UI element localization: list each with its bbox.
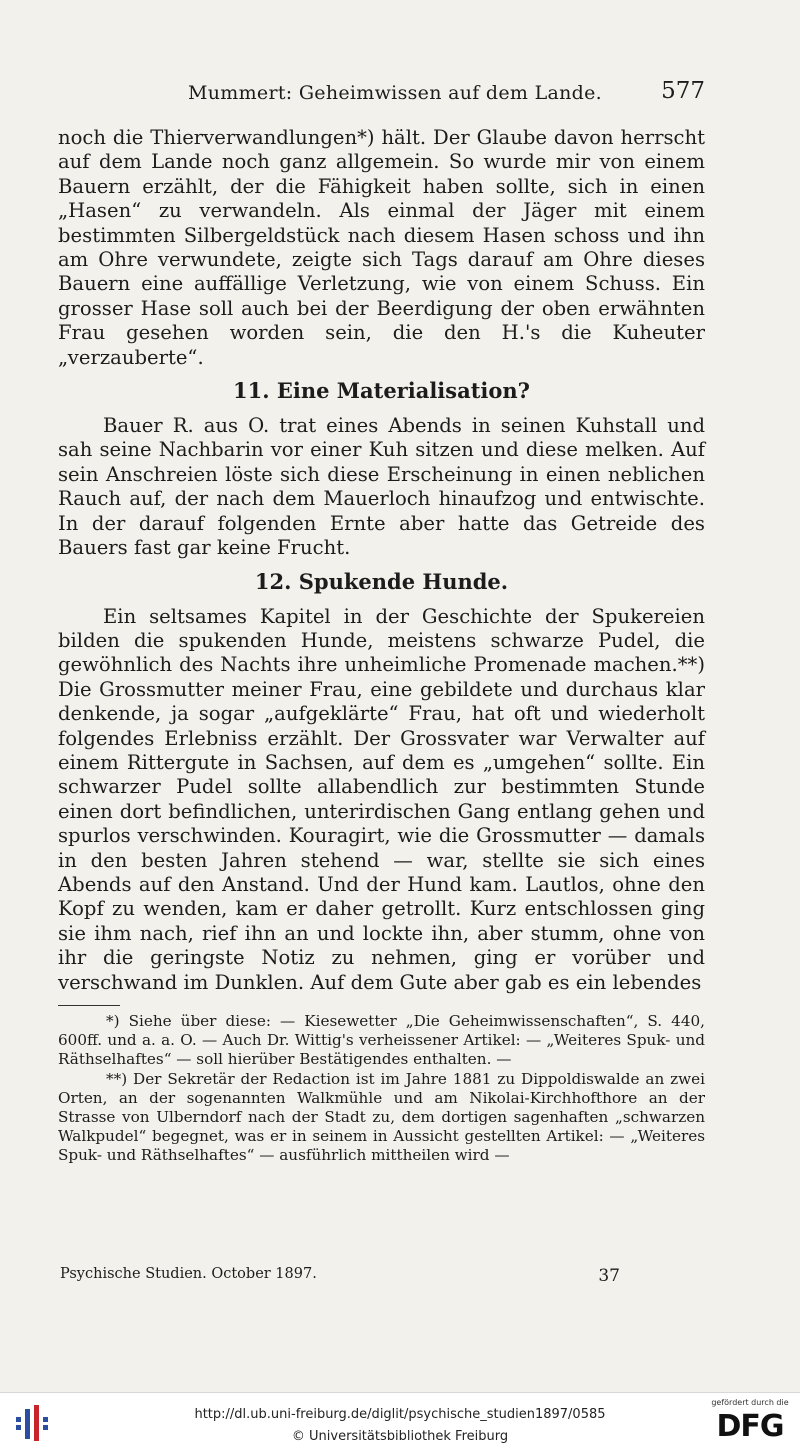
footnote-1: *) Siehe über diese: — Kiesewetter „Die Geheimwissenschaften“, S. 440, 600ff. und a. a. O. — Auch Dr. Wittig's verheissener Artikel: — „Weiteres Spuk- und Räthselhaftes“ — soll hierüber Bestätigendes enthalten. —: [58, 1012, 705, 1069]
page-header: [60, 78, 705, 108]
viewer-footer: [0, 1392, 800, 1452]
journal-signature: Psychische Studien. October 1897.: [60, 1266, 317, 1282]
page-number: 577: [661, 78, 705, 104]
paragraph-spukende-hunde: Ein seltsames Kapitel in der Geschichte der Spukereien bilden die spukenden Hunde, meistens schwarze Pudel, die gewöhnlich des Nachts ihre unheimliche Promenade machen.**) Die Grossmutter meiner Frau, eine gebildete und durchaus klar denkende, ja sogar „aufgeklärte“ Frau, hat oft und wiederholt folgendes Erlebniss erzählt. Der Grossvater war Verwalter auf einem Rittergute in Sachsen, auf dem es „umgehen“ sollte. Ein schwarzer Pudel sollte allabendlich zur bestimmten Stunde einen dort befindlichen, unterirdischen Gang entlang gehen und spurlos verschwinden. Kouragirt, wie die Grossmutter — damals in den besten Jahren stehend — war, stellte sie sich eines Abends auf den Anstand. Und der Hund kam. Lautlos, ohne den Kopf zu wenden, kam er daher getrollt. Kurz entschlossen ging sie ihm nach, rief ihn an und lockte ihn, aber stumm, ohne von ihr die geringste Notiz zu nehmen, ging er vorüber und verschwand im Dunklen. Auf dem Gute aber gab es ein lebendes: [58, 604, 705, 994]
page-body: [58, 126, 705, 1166]
paragraph-continuation: noch die Thierverwandlungen*) hält. Der Glaube davon herrscht auf dem Lande noch ganz allgemein. So wurde mir von einem Bauern erzählt, der die Fähigkeit haben sollte, sich in einen „Hasen“ zu verwandeln. Als einmal der Jäger mit einem bestimmten Silbergeldstück nach diesem Hasen schoss und ihn am Ohre verwundete, zeigte sich Tags darauf am Ohre dieses Bauern eine auffällige Verletzung, wie von einem Schuss. Ein grosser Hase soll auch bei der Beerdigung der oben erwähnten Frau gesehen worden sein, die den H.'s die Kuheuter „verzauberte“.: [58, 126, 705, 369]
dfg-badge: [708, 1398, 792, 1448]
dfg-logo-icon: DFG: [716, 1409, 784, 1444]
section-heading-12: 12. Spukende Hunde.: [254, 568, 509, 594]
sheet-number: 37: [598, 1266, 620, 1286]
running-head: Mummert: Geheimwissen auf dem Lande.: [188, 82, 603, 104]
copyright-notice: © Universitätsbibliothek Freiburg: [291, 1429, 509, 1444]
permalink-url[interactable]: http://dl.ub.uni-freiburg.de/diglit/psychische_studien1897/0585: [194, 1407, 606, 1422]
paragraph-materialisation: Bauer R. aus O. trat eines Abends in seinen Kuhstall und sah seine Nachbarin vor einer Kuh sitzen und diese melken. Auf sein Anschreien löste sich diese Erscheinung in einen neblichen Rauch auf, der nach dem Mauerloch hinaufzog und entwischte. In der darauf folgenden Ernte aber hatte das Getreide des Bauers fast gar keine Frucht.: [58, 414, 705, 560]
section-heading-11: 11. Eine Materialisation?: [233, 378, 530, 404]
signature-line: [60, 1266, 620, 1288]
footnote-separator: [58, 1005, 120, 1006]
dfg-caption: gefördert durch die: [711, 1398, 789, 1407]
footnote-2: **) Der Sekretär der Redaction ist im Jahre 1881 zu Dippoldiswalde an zwei Orten, an der sogenannten Walkmühle und am Nikolai-Kirchhofthore an der Strasse von Ulberndorf nach der Stadt zu, dem dortigen sagenhaften „schwarzen Walkpudel“ begegnet, was er in seinem in Aussicht gestellten Artikel: — „Weiteres Spuk- und Räthselhaftes“ — ausführlich mittheilen wird —: [58, 1069, 705, 1165]
